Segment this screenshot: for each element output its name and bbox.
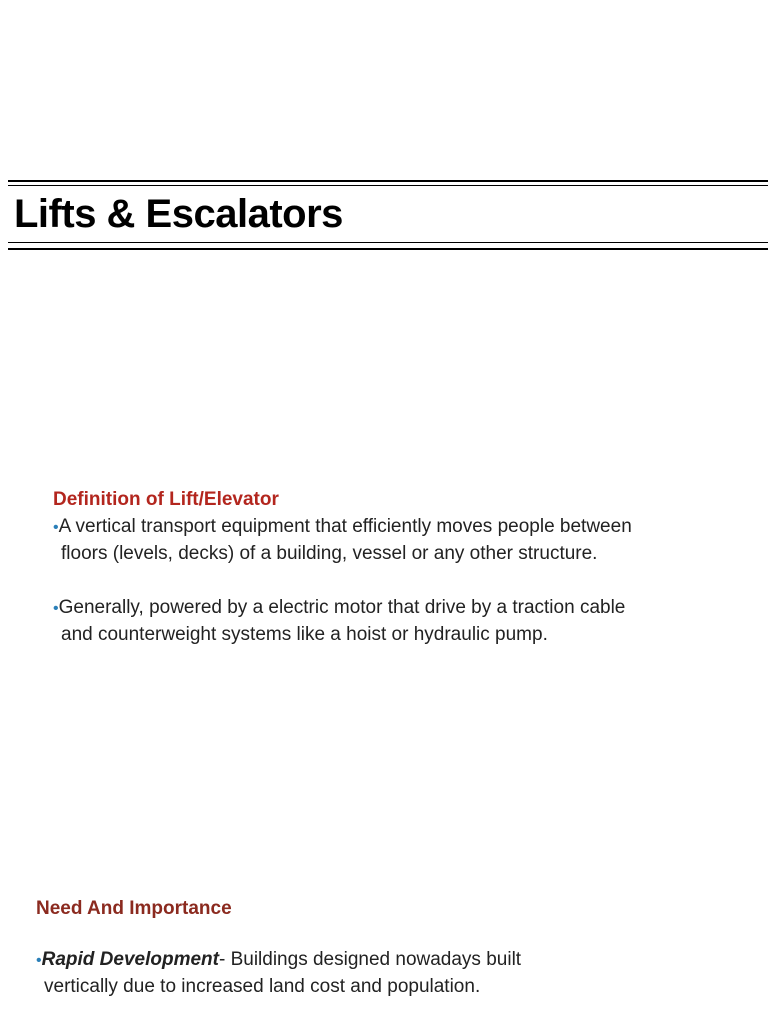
need-bullet-1-line2: vertically due to increased land cost and population. xyxy=(44,976,481,997)
definition-bullet-2-line2: and counterweight systems like a hoist or hydraulic pump. xyxy=(61,624,548,645)
definition-heading: Definition of Lift/Elevator xyxy=(53,489,279,510)
definition-bullet-2 xyxy=(53,595,753,648)
top-rule-inner xyxy=(8,185,768,186)
bottom-rule-inner xyxy=(8,242,768,243)
need-bullet-1-lead: Rapid Development xyxy=(41,949,219,970)
need-bullet-1-rest: - Buildings designed nowadays built xyxy=(218,949,522,970)
title-band xyxy=(8,180,768,252)
need-section xyxy=(36,897,736,1000)
need-bullet-1 xyxy=(36,947,736,1000)
definition-section xyxy=(53,488,753,648)
bullet-icon: • xyxy=(53,600,59,617)
bottom-rule-outer xyxy=(8,248,768,250)
definition-bullet-2-line1: Generally, powered by a electric motor that drive by a traction cable xyxy=(58,597,626,618)
top-rule-outer xyxy=(8,180,768,182)
definition-bullet-1-line2: floors (levels, decks) of a building, vessel or any other structure. xyxy=(61,543,598,564)
page-title: Lifts & Escalators xyxy=(14,192,343,236)
bullet-icon: • xyxy=(36,952,42,969)
definition-bullet-1-line1: A vertical transport equipment that efficiently moves people between xyxy=(58,516,632,537)
definition-bullet-1 xyxy=(53,514,753,567)
bullet-icon: • xyxy=(53,519,59,536)
need-heading: Need And Importance xyxy=(36,898,232,919)
